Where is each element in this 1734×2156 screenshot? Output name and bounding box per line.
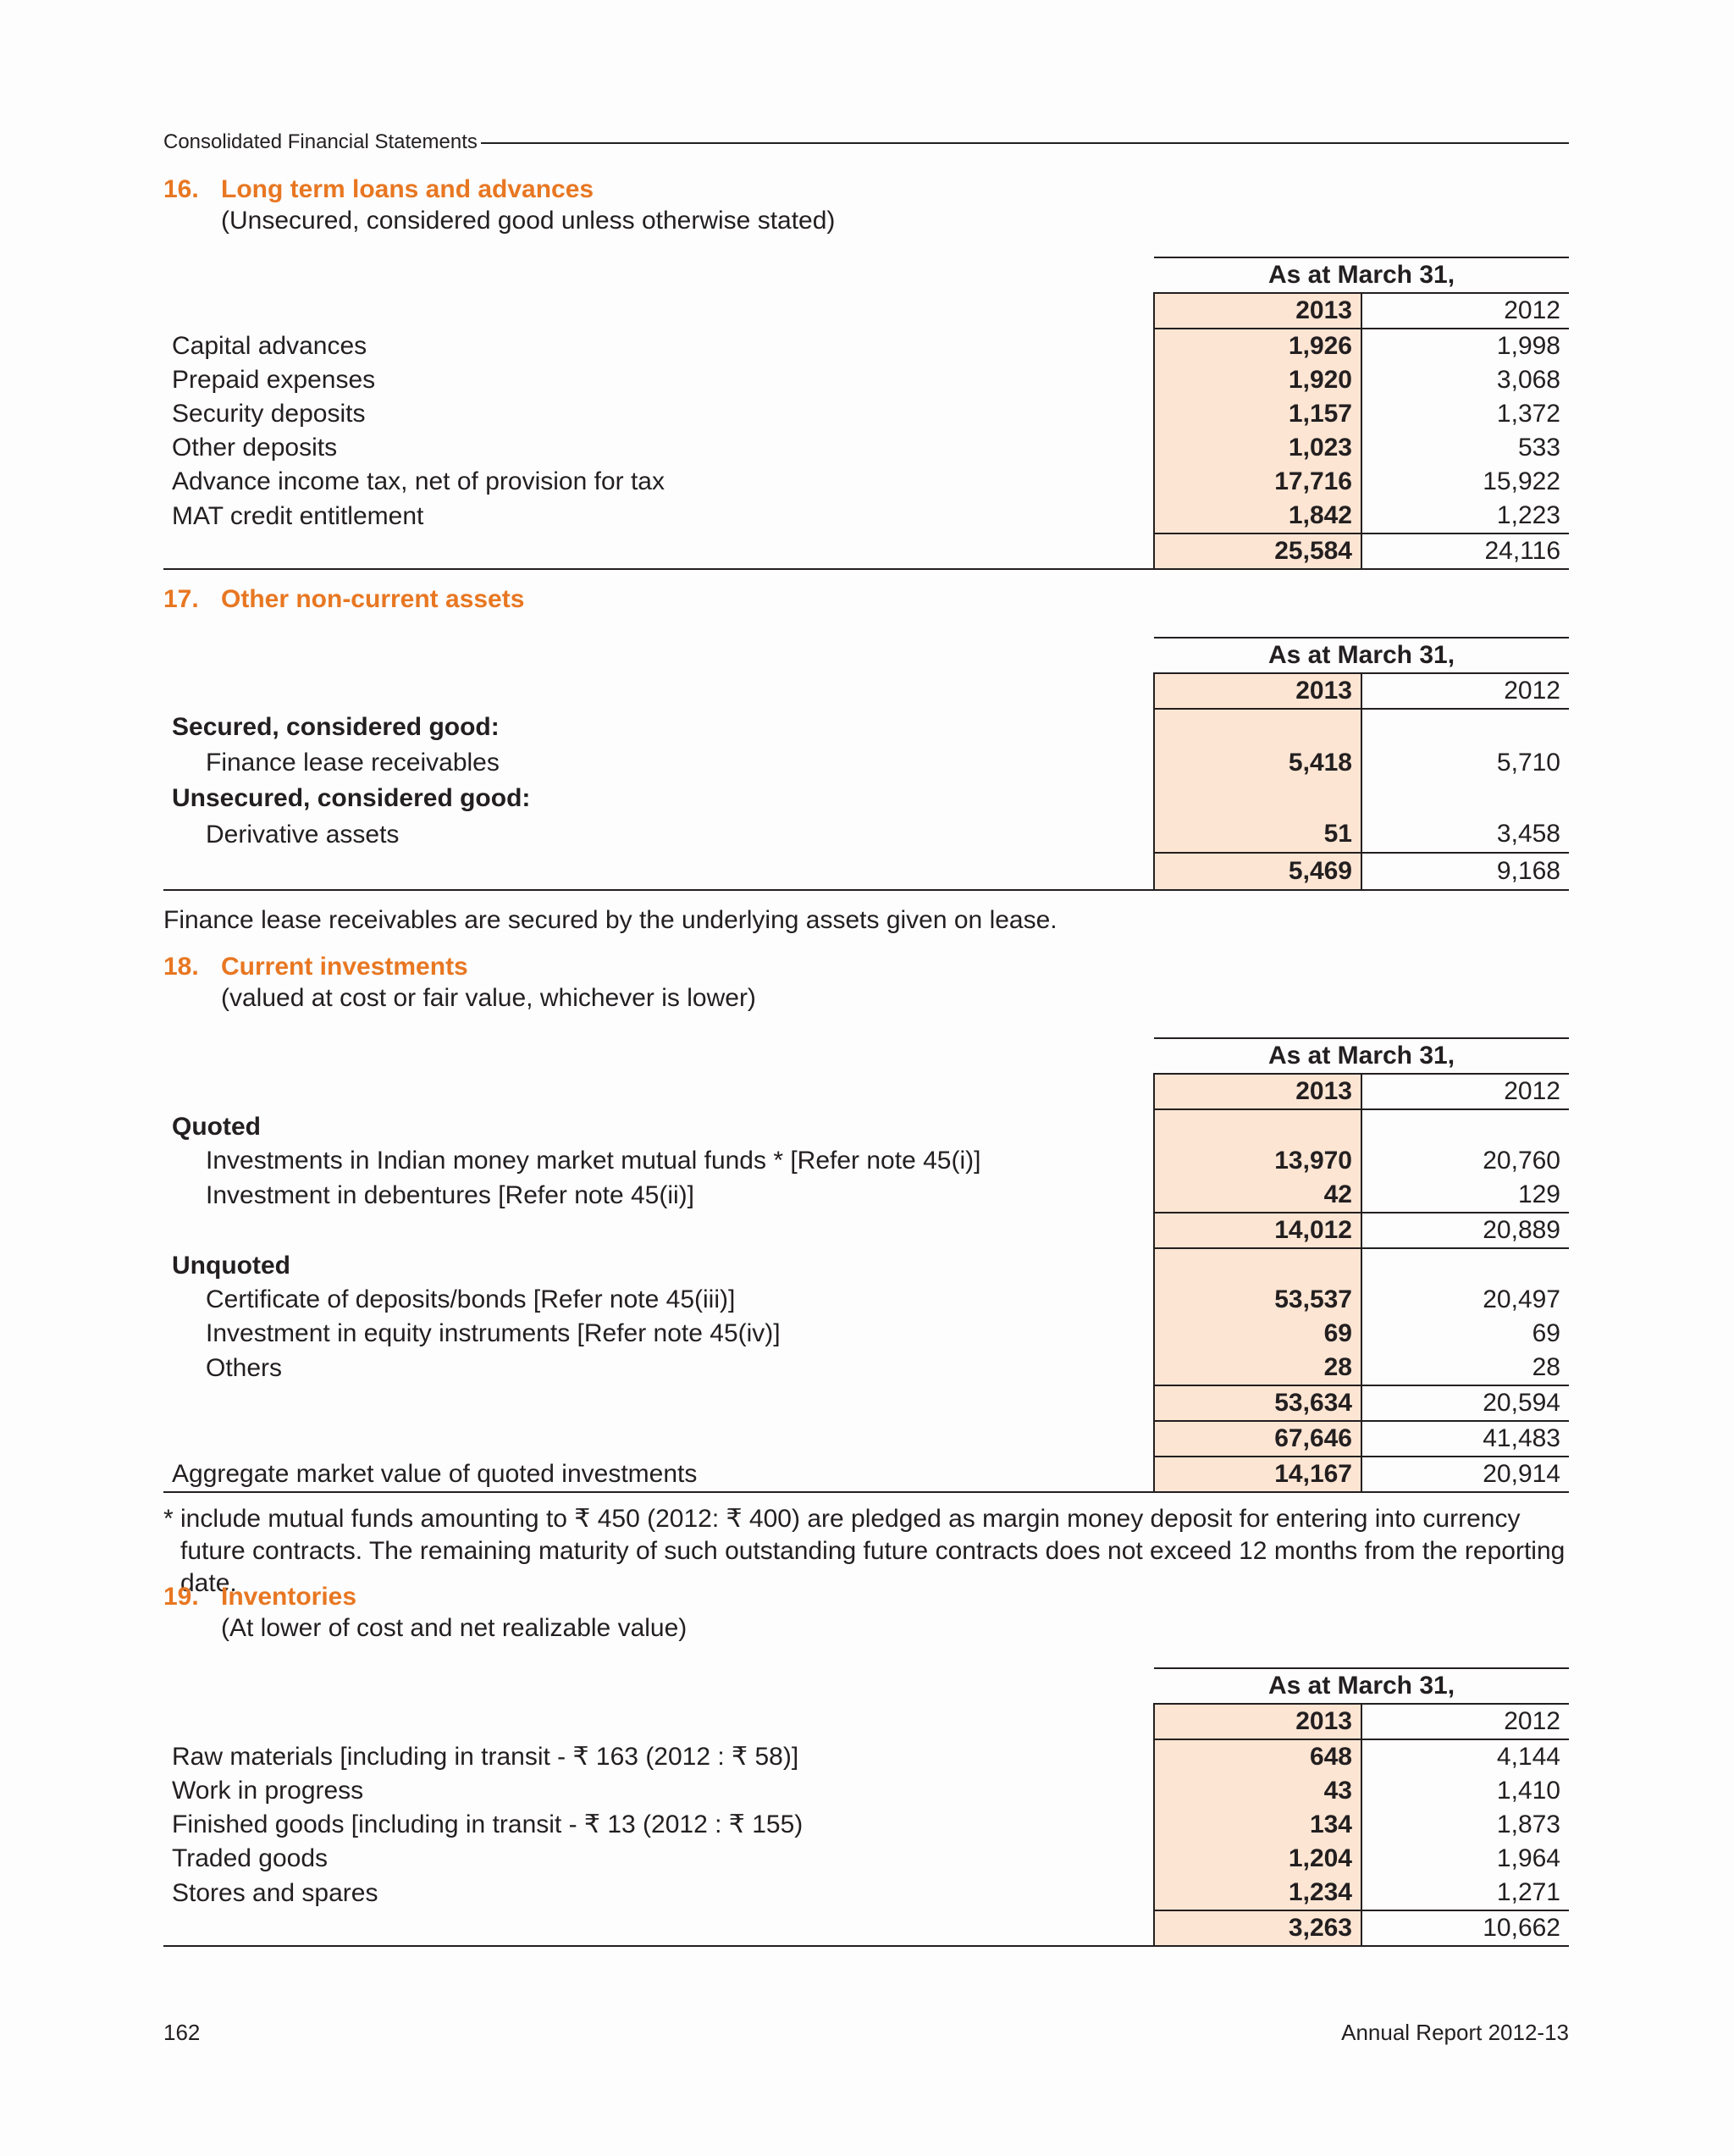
- table-year-row: 2013 2012: [163, 1704, 1569, 1739]
- note-19-table: [163, 1667, 1569, 1947]
- table-row: Finance lease receivables 5,418 5,710: [163, 745, 1569, 781]
- table-total-row: 3,263 10,662: [163, 1910, 1569, 1946]
- note-19-subtitle: (At lower of cost and net realizable value): [221, 1614, 688, 1642]
- note-18: [163, 952, 1569, 1014]
- table-row: Capital advances 1,926 1,998: [163, 329, 1569, 363]
- page-footer: [163, 2020, 1569, 2046]
- table-col-header: As at March 31,: [163, 1668, 1569, 1704]
- page-number: 162: [163, 2020, 201, 2045]
- note-18-table: [163, 1037, 1569, 1493]
- note-17-table: [163, 637, 1569, 891]
- note-16-table: [163, 257, 1569, 570]
- note-16-subtitle: (Unsecured, considered good unless otherwise stated): [221, 207, 836, 235]
- table-category-row: Quoted: [163, 1109, 1569, 1144]
- table-category-row: Secured, considered good:: [163, 709, 1569, 745]
- table-row: Derivative assets 51 3,458: [163, 816, 1569, 853]
- table-row: Advance income tax, net of provision for tax 17,716 15,922: [163, 465, 1569, 499]
- table-col-header: As at March 31,: [163, 638, 1569, 673]
- note-18-title: 18. Current investments: [163, 953, 468, 981]
- table-total-row: 67,646 41,483: [163, 1421, 1569, 1457]
- table-total-row: 5,469 9,168: [163, 853, 1569, 890]
- note-18-footnote: * include mutual funds amounting to ₹ 450 (2012: ₹ 400) are pledged as margin money deposit for entering into currency future contracts. The remaining maturity of such outstanding future contracts does not exceed 12 months from the reporting date.: [163, 1505, 1566, 1597]
- report-name: Annual Report 2012-13: [1341, 2020, 1569, 2045]
- header-title: Consolidated Financial Statements: [163, 130, 478, 153]
- table-row: Others 28 28: [163, 1351, 1569, 1385]
- table-row: MAT credit entitlement 1,842 1,223: [163, 499, 1569, 533]
- table-row: Investment in debentures [Refer note 45(ii)] 42 129: [163, 1178, 1569, 1213]
- note-19: [163, 1582, 1569, 1645]
- table-row: Investment in equity instruments [Refer note 45(iv)] 69 69: [163, 1317, 1569, 1351]
- table-subtotal-row: 14,012 20,889: [163, 1213, 1569, 1248]
- page-header: [163, 119, 1569, 152]
- note-17: [163, 584, 1569, 615]
- table-category-row: Unquoted: [163, 1248, 1569, 1283]
- table-row: Certificate of deposits/bonds [Refer note 45(iii)] 53,537 20,497: [163, 1283, 1569, 1317]
- table-row: Other deposits 1,023 533: [163, 431, 1569, 465]
- note-17-title: 17. Other non-current assets: [163, 585, 525, 613]
- header-rule: [481, 142, 1569, 144]
- note-18-subtitle: (valued at cost or fair value, whichever is lower): [221, 984, 756, 1012]
- table-row: Raw materials [including in transit - ₹ 163 (2012 : ₹ 58)] 648 4,144: [163, 1739, 1569, 1774]
- note-16: [163, 174, 1569, 237]
- table-total-row: 25,584 24,116: [163, 533, 1569, 569]
- table-row: Stores and spares 1,234 1,271: [163, 1876, 1569, 1910]
- table-col-header: As at March 31,: [163, 257, 1569, 293]
- table-col-header: As at March 31,: [163, 1038, 1569, 1074]
- table-aggregate-row: Aggregate market value of quoted investments 14,167 20,914: [163, 1457, 1569, 1492]
- table-subtotal-row: 53,634 20,594: [163, 1385, 1569, 1421]
- table-row: Finished goods [including in transit - ₹ 13 (2012 : ₹ 155) 134 1,873: [163, 1808, 1569, 1842]
- note-17-footnote: Finance lease receivables are secured by the underlying assets given on lease.: [163, 906, 1058, 934]
- table-row: Work in progress 43 1,410: [163, 1774, 1569, 1808]
- table-category-row: Unsecured, considered good:: [163, 781, 1569, 816]
- table-row: Traded goods 1,204 1,964: [163, 1842, 1569, 1876]
- table-year-row: 2013 2012: [163, 293, 1569, 329]
- table-year-row: 2013 2012: [163, 1074, 1569, 1109]
- note-16-title: 16. Long term loans and advances: [163, 175, 594, 203]
- table-year-row: 2013 2012: [163, 673, 1569, 709]
- table-row: Security deposits 1,157 1,372: [163, 397, 1569, 431]
- note-19-title: 19. Inventories: [163, 1583, 357, 1611]
- table-row: Investments in Indian money market mutual funds * [Refer note 45(i)] 13,970 20,760: [163, 1144, 1569, 1178]
- table-row: Prepaid expenses 1,920 3,068: [163, 363, 1569, 397]
